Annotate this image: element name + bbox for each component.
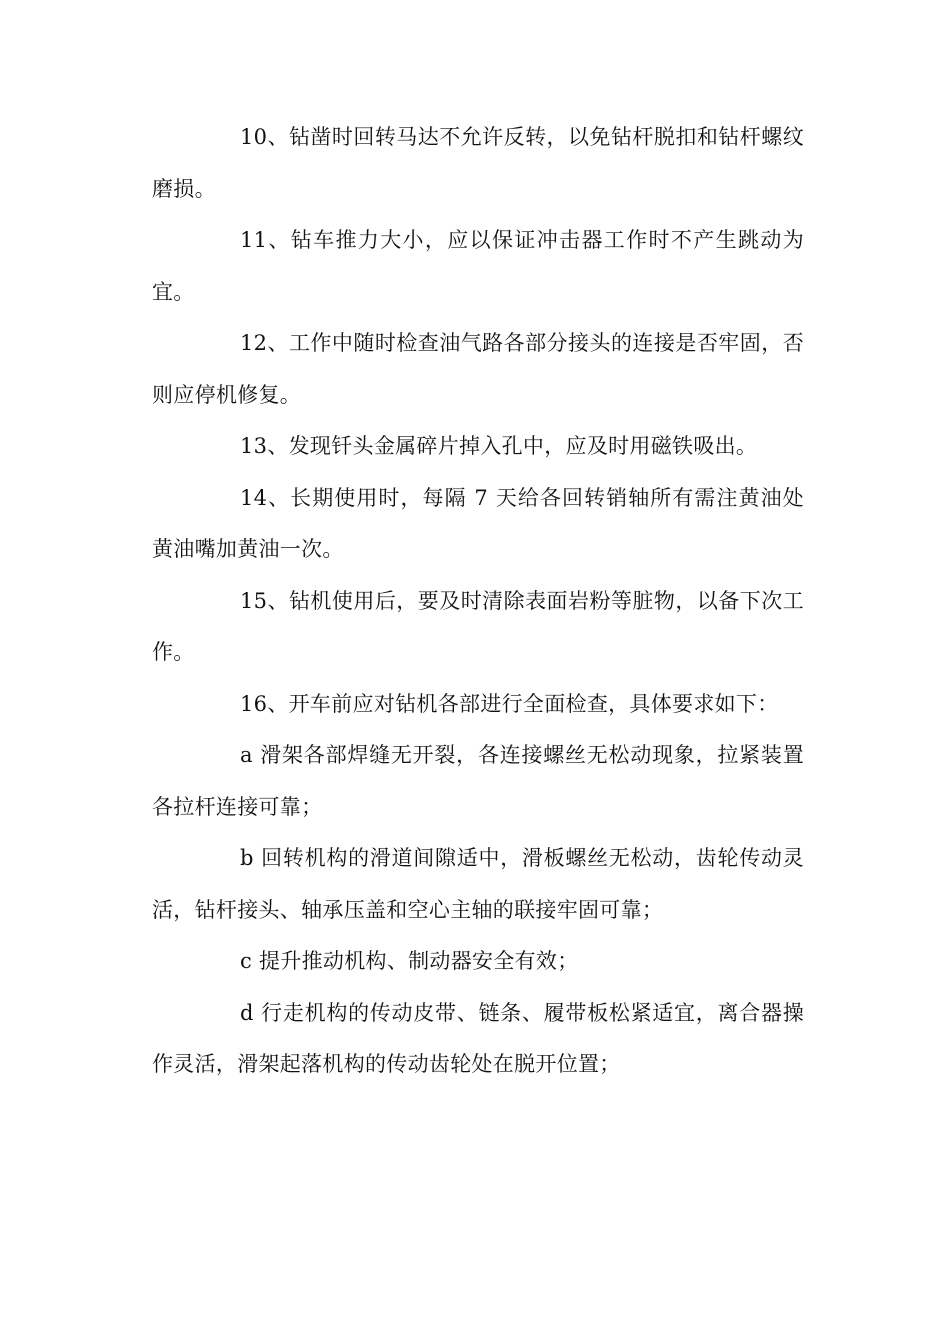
paragraph-subitem-a: a 滑架各部焊缝无开裂，各连接螺丝无松动现象，拉紧装置各拉杆连接可靠； [152,743,804,819]
paragraph-item-10: 10、钻凿时回转马达不允许反转，以免钻杆脱扣和钻杆螺纹磨损。 [152,125,804,201]
paragraph-item-13: 13、发现钎头金属碎片掉入孔中，应及时用磁铁吸出。 [240,434,758,458]
document-body [152,112,804,1091]
paragraph-item-14: 14、长期使用时，每隔 7 天给各回转销轴所有需注黄油处黄油嘴加黄油一次。 [152,485,804,561]
paragraph-item-15: 15、钻机使用后，要及时清除表面岩粉等脏物，以备下次工作。 [152,588,804,664]
paragraph-item-12: 12、工作中随时检查油气路各部分接头的连接是否牢固，否则应停机修复。 [152,331,804,407]
paragraph-item-11: 11、钻车推力大小，应以保证冲击器工作时不产生跳动为宜。 [152,228,804,304]
paragraph-item-16: 16、开车前应对钻机各部进行全面检查，具体要求如下： [240,691,779,716]
paragraph-subitem-d: d 行走机构的传动皮带、链条、履带板松紧适宜，离合器操作灵活，滑架起落机构的传动齿轮处在脱开位置； [152,1000,804,1076]
paragraph-subitem-c: c 提升推动机构、制动器安全有效； [240,949,579,973]
paragraph-subitem-b: b 回转机构的滑道间隙适中，滑板螺丝无松动，齿轮传动灵活，钻杆接头、轴承压盖和空心主轴的联接牢固可靠； [152,846,804,922]
